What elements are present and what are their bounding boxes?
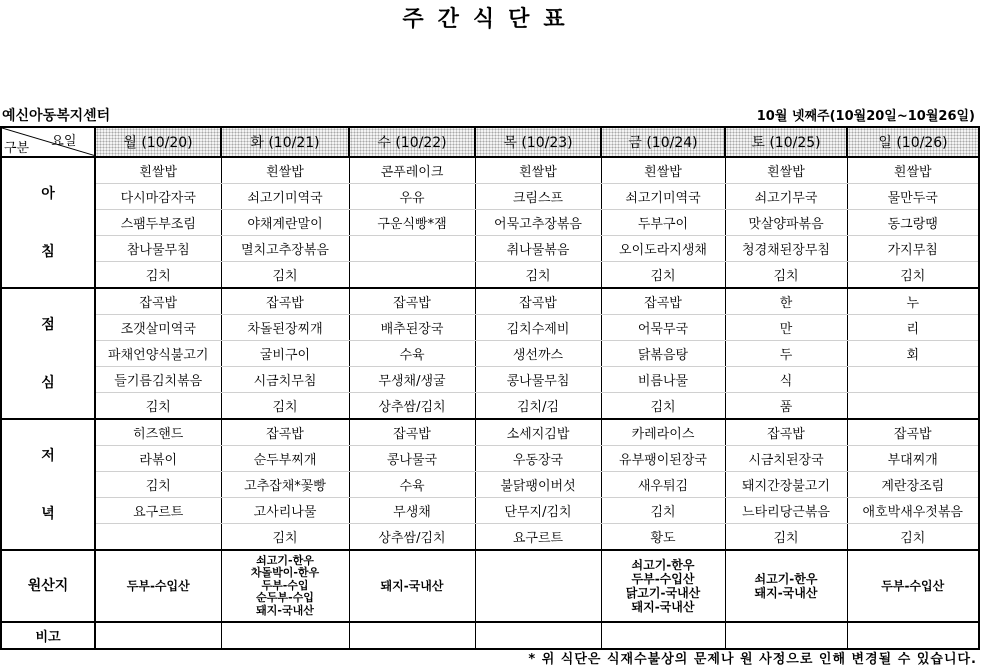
menu-item: 굴비구이 (221, 341, 349, 367)
origin-line: 돼지-국내산 (754, 586, 818, 600)
menu-item: 시금치무침 (221, 367, 349, 393)
origin-row (1, 550, 979, 622)
meal-label-bottom: 심 (41, 374, 55, 391)
origin-line: 차돌박이-한우 (250, 566, 320, 580)
menu-item (349, 262, 475, 289)
origin-label: 원산지 (1, 550, 95, 622)
menu-item: 스팸두부조림 (95, 210, 221, 236)
menu-item: 순두부찌개 (221, 446, 349, 472)
menu-item: 멸치고추장볶음 (221, 236, 349, 262)
lunch-row (1, 341, 979, 367)
menu-item: 콩나물무침 (475, 367, 601, 393)
menu-item: 고사리나물 (221, 498, 349, 524)
lunch-row (1, 367, 979, 393)
corner-right-label: 요일 (51, 133, 77, 149)
menu-item: 김치 (95, 262, 221, 289)
origin-line: 돼지-국내산 (380, 579, 444, 593)
menu-item: 두 (725, 341, 847, 367)
dinner-label (1, 419, 95, 550)
footnote: * 위 식단은 식재수불상의 문제나 원 사정으로 인해 변경될 수 있습니다. (528, 652, 977, 667)
origin-line: 두부-수입 (261, 578, 309, 592)
corner-cell (1, 127, 95, 157)
menu-item: 들기름김치볶음 (95, 367, 221, 393)
menu-item: 품 (725, 393, 847, 420)
menu-item: 김치/김 (475, 393, 601, 420)
menu-item (847, 367, 979, 393)
menu-item: 콘푸레이크 (349, 157, 475, 184)
menu-item: 김치 (847, 524, 979, 551)
breakfast-row (1, 184, 979, 210)
menu-item: 계란장조림 (847, 472, 979, 498)
origin-line: 두부-수입산 (126, 579, 190, 593)
menu-item: 김치 (725, 262, 847, 289)
menu-item: 단무지/김치 (475, 498, 601, 524)
menu-item: 식 (725, 367, 847, 393)
menu-item: 김치 (475, 262, 601, 289)
origin-cell (349, 550, 475, 622)
menu-item: 잡곡밥 (221, 419, 349, 446)
menu-item: 리 (847, 315, 979, 341)
menu-item: 김치수제비 (475, 315, 601, 341)
menu-item: 취나물볶음 (475, 236, 601, 262)
origin-line: 돼지-국내산 (631, 600, 695, 614)
menu-item: 요구르트 (475, 524, 601, 551)
menu-item: 참나물무침 (95, 236, 221, 262)
menu-item: 어묵고추장볶음 (475, 210, 601, 236)
breakfast-row (1, 262, 979, 289)
menu-item: 비름나물 (601, 367, 725, 393)
menu-item: 유부팽이된장국 (601, 446, 725, 472)
breakfast-row (1, 210, 979, 236)
origin-line: 두부-수입산 (631, 572, 695, 586)
origin-cell (475, 550, 601, 622)
note-cell (221, 622, 349, 649)
menu-item: 흰쌀밥 (221, 157, 349, 184)
menu-item: 만 (725, 315, 847, 341)
origin-cell (221, 550, 349, 622)
menu-item: 새우튀김 (601, 472, 725, 498)
menu-item: 상추쌈/김치 (349, 524, 475, 551)
day-header-mon: 월 (10/20) (95, 127, 221, 157)
origin-line: 쇠고기-한우 (631, 558, 695, 572)
day-header-wed: 수 (10/22) (349, 127, 475, 157)
lunch-label (1, 288, 95, 419)
menu-item: 수육 (349, 472, 475, 498)
meal-label-top: 아 (41, 185, 55, 202)
menu-item: 동그랑땡 (847, 210, 979, 236)
menu-item: 크림스프 (475, 184, 601, 210)
menu-item: 야채계란말이 (221, 210, 349, 236)
day-header-sat: 토 (10/25) (725, 127, 847, 157)
origin-cell (847, 550, 979, 622)
menu-item: 흰쌀밥 (725, 157, 847, 184)
menu-item: 맛살양파볶음 (725, 210, 847, 236)
breakfast-label (1, 157, 95, 288)
origin-cell (95, 550, 221, 622)
origin-cell (725, 550, 847, 622)
menu-item: 잡곡밥 (221, 288, 349, 315)
note-cell (601, 622, 725, 649)
menu-item: 소세지김밥 (475, 419, 601, 446)
menu-item: 고추잡채*꽃빵 (221, 472, 349, 498)
note-row (1, 622, 979, 649)
menu-item: 두부구이 (601, 210, 725, 236)
menu-item: 애호박새우젓볶음 (847, 498, 979, 524)
menu-item: 우유 (349, 184, 475, 210)
meal-label-top: 점 (41, 316, 55, 333)
menu-item: 쇠고기미역국 (601, 184, 725, 210)
menu-item: 파채언양식불고기 (95, 341, 221, 367)
menu-item: 잡곡밥 (349, 419, 475, 446)
lunch-row (1, 393, 979, 420)
menu-item: 잡곡밥 (475, 288, 601, 315)
menu-item: 부대찌개 (847, 446, 979, 472)
menu-item: 오이도라지생채 (601, 236, 725, 262)
menu-item: 어묵무국 (601, 315, 725, 341)
menu-item: 김치 (601, 262, 725, 289)
menu-item: 한 (725, 288, 847, 315)
day-header-tue: 화 (10/21) (221, 127, 349, 157)
menu-item: 김치 (847, 262, 979, 289)
breakfast-row (1, 157, 979, 184)
menu-item: 조갯살미역국 (95, 315, 221, 341)
menu-item: 무생채/생굴 (349, 367, 475, 393)
menu-item: 닭볶음탕 (601, 341, 725, 367)
menu-item (847, 393, 979, 420)
menu-item: 김치 (221, 524, 349, 551)
menu-item: 카레라이스 (601, 419, 725, 446)
menu-item: 차돌된장찌개 (221, 315, 349, 341)
menu-item: 흰쌀밥 (95, 157, 221, 184)
menu-item: 청경채된장무침 (725, 236, 847, 262)
menu-item: 상추쌈/김치 (349, 393, 475, 420)
menu-item: 김치 (95, 472, 221, 498)
note-cell (95, 622, 221, 649)
menu-item: 김치 (725, 524, 847, 551)
header-row (1, 127, 979, 157)
origin-line: 닭고기-국내산 (625, 586, 701, 600)
day-header-thu: 목 (10/23) (475, 127, 601, 157)
menu-item: 수육 (349, 341, 475, 367)
meal-label-top: 저 (41, 447, 55, 464)
note-label: 비고 (1, 622, 95, 649)
menu-item: 김치 (601, 393, 725, 420)
breakfast-row (1, 236, 979, 262)
menu-item: 생선까스 (475, 341, 601, 367)
menu-item: 무생채 (349, 498, 475, 524)
menu-item: 불닭팽이버섯 (475, 472, 601, 498)
menu-item: 느타리당근볶음 (725, 498, 847, 524)
meal-label-bottom: 녁 (41, 505, 55, 522)
menu-item: 잡곡밥 (601, 288, 725, 315)
center-name: 예신아동복지센터 (2, 108, 111, 124)
dinner-row (1, 419, 979, 446)
menu-item: 배추된장국 (349, 315, 475, 341)
note-cell (475, 622, 601, 649)
menu-item: 쇠고기미역국 (221, 184, 349, 210)
menu-item: 잡곡밥 (847, 419, 979, 446)
lunch-row (1, 315, 979, 341)
dinner-row (1, 524, 979, 551)
menu-item: 황도 (601, 524, 725, 551)
menu-item: 잡곡밥 (725, 419, 847, 446)
menu-item: 회 (847, 341, 979, 367)
menu-item: 히즈핸드 (95, 419, 221, 446)
origin-line: 쇠고기-한우 (256, 553, 314, 567)
menu-item: 흰쌀밥 (601, 157, 725, 184)
origin-cell (601, 550, 725, 622)
menu-item (95, 524, 221, 551)
menu-item: 누 (847, 288, 979, 315)
menu-item: 가지무침 (847, 236, 979, 262)
menu-item: 물만두국 (847, 184, 979, 210)
week-range: 10월 넷째주(10월20일~10월26일) (756, 109, 975, 124)
menu-item: 김치 (601, 498, 725, 524)
dinner-row (1, 498, 979, 524)
day-header-sun: 일 (10/26) (847, 127, 979, 157)
menu-item: 우동장국 (475, 446, 601, 472)
lunch-row (1, 288, 979, 315)
note-cell (725, 622, 847, 649)
menu-item: 쇠고기무국 (725, 184, 847, 210)
note-cell (349, 622, 475, 649)
menu-item (349, 236, 475, 262)
menu-table (0, 126, 980, 650)
menu-item: 김치 (221, 393, 349, 420)
page-title: 주간식단표 (402, 7, 579, 32)
meal-label-bottom: 침 (41, 243, 55, 260)
menu-item: 구운식빵*잼 (349, 210, 475, 236)
corner-left-label: 구분 (4, 140, 30, 156)
menu-item: 흰쌀밥 (475, 157, 601, 184)
menu-item: 흰쌀밥 (847, 157, 979, 184)
menu-item: 요구르트 (95, 498, 221, 524)
menu-item: 김치 (221, 262, 349, 289)
menu-item: 잡곡밥 (95, 288, 221, 315)
menu-item: 돼지간장불고기 (725, 472, 847, 498)
day-header-fri: 금 (10/24) (601, 127, 725, 157)
menu-item: 김치 (95, 393, 221, 420)
origin-line: 쇠고기-한우 (754, 572, 818, 586)
origin-line: 순두부-수입 (256, 591, 314, 605)
menu-item: 콩나물국 (349, 446, 475, 472)
menu-item: 시금치된장국 (725, 446, 847, 472)
note-cell (847, 622, 979, 649)
origin-line: 돼지-국내산 (256, 603, 314, 617)
menu-item: 다시마감자국 (95, 184, 221, 210)
dinner-row (1, 472, 979, 498)
menu-item: 라볶이 (95, 446, 221, 472)
origin-line: 두부-수입산 (881, 579, 945, 593)
menu-item: 잡곡밥 (349, 288, 475, 315)
dinner-row (1, 446, 979, 472)
